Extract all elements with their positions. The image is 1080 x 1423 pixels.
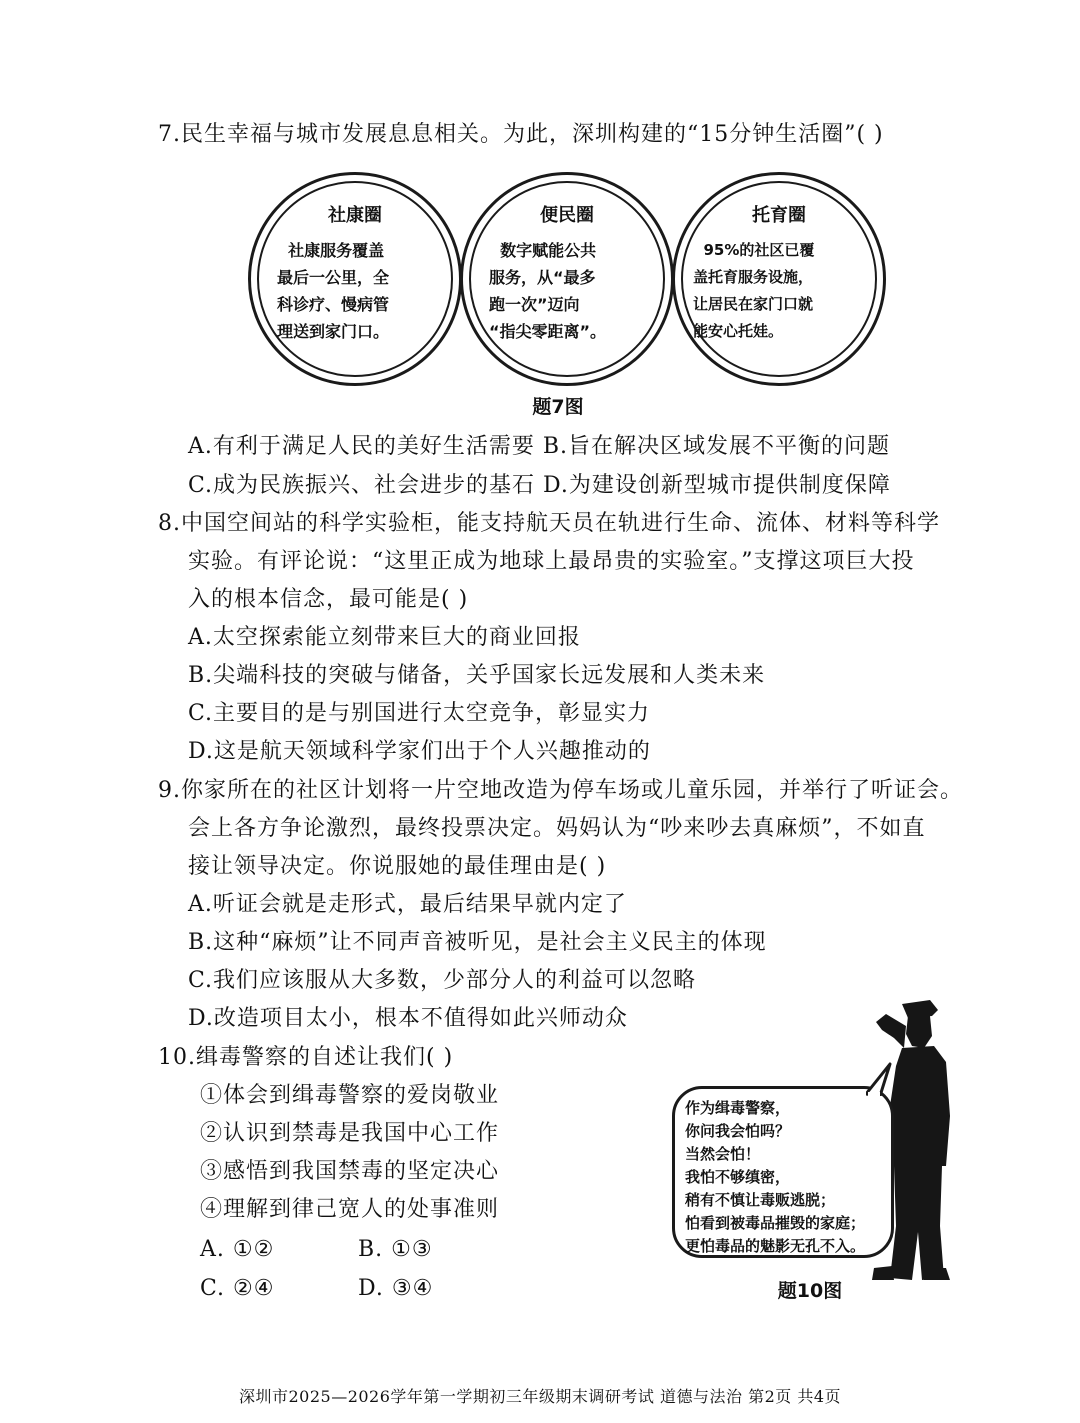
q8-option-c: C.主要目的是与别国进行太空竞争，彰显实力 bbox=[188, 701, 651, 726]
circle-title: 便民圈 bbox=[540, 205, 594, 226]
q10-stem: 10.缉毒警察的自述让我们( ) bbox=[158, 1045, 454, 1070]
q10-option-d: D. ③④ bbox=[358, 1276, 434, 1301]
q7-circle-tuoyu bbox=[672, 172, 886, 386]
circle-text: 数字赋能公共 服务，从“最多 跑一次”迈向 “指尖零距离”。 bbox=[489, 241, 607, 341]
q10-option-a: A. ①② bbox=[200, 1237, 275, 1262]
q7-options-cd: C.成为民族振兴、社会进步的基石 D.为建设创新型城市提供制度保障 bbox=[188, 473, 891, 498]
q10-item-4: ④理解到律己宽人的处事准则 bbox=[200, 1197, 500, 1222]
q10-figure-caption: 题10图 bbox=[777, 1280, 843, 1302]
q9-stem-line2: 会上各方争论激烈，最终投票决定。妈妈认为“吵来吵去真麻烦”，不如直 bbox=[188, 816, 926, 841]
q7-figure-caption: 题7图 bbox=[532, 396, 584, 418]
page-footer: 深圳市2025—2026学年第一学期初三年级期末调研考试 道德与法治 第2页 共4页 bbox=[238, 1387, 842, 1406]
q9-stem-line3: 接让领导决定。你说服她的最佳理由是( ) bbox=[188, 854, 607, 879]
q10-item-3: ③感悟到我国禁毒的坚定决心 bbox=[200, 1159, 500, 1184]
q10-speech-bubble bbox=[672, 1086, 894, 1258]
q9-option-c: C.我们应该服从大多数，少部分人的利益可以忽略 bbox=[188, 968, 697, 993]
q7-circle-bianmin bbox=[460, 172, 674, 386]
bubble-line: 更怕毒品的魅影无孔不入。 bbox=[685, 1237, 866, 1255]
q8-option-b: B.尖端科技的突破与储备，关乎国家长远发展和人类未来 bbox=[188, 663, 766, 688]
q9-option-b: B.这种“麻烦”让不同声音被听见，是社会主义民主的体现 bbox=[188, 930, 767, 955]
q8-option-d: D.这是航天领域科学家们出于个人兴趣推动的 bbox=[188, 739, 651, 764]
q7-stem: 7.民生幸福与城市发展息息相关。为此，深圳构建的“15分钟生活圈”( ) bbox=[158, 122, 884, 147]
bubble-line: 稍有不慎让毒贩逃脱； bbox=[685, 1191, 836, 1209]
q8-stem-line3: 入的根本信念，最可能是( ) bbox=[188, 587, 469, 612]
q8-stem-line1: 8.中国空间站的科学实验柜，能支持航天员在轨进行生命、流体、材料等科学 bbox=[158, 511, 940, 536]
q10-item-1: ①体会到缉毒警察的爱岗敬业 bbox=[200, 1083, 500, 1108]
speech-bubble-tail-icon bbox=[866, 1062, 892, 1096]
q9-option-d: D.改造项目太小，根本不值得如此兴师动众 bbox=[188, 1006, 628, 1031]
q9-option-a: A.听证会就是走形式，最后结果早就内定了 bbox=[188, 892, 627, 917]
circle-text: 95%的社区已覆 盖托育服务设施， 让居民在家门口就 能安心托娃。 bbox=[693, 241, 815, 340]
bubble-text bbox=[685, 1097, 865, 1258]
circle-title: 社康圈 bbox=[328, 205, 382, 226]
circle-title: 托育圈 bbox=[752, 205, 806, 226]
bubble-line: 我怕不够缜密， bbox=[685, 1168, 791, 1186]
q10-option-c: C. ②④ bbox=[200, 1276, 275, 1301]
q10-option-b: B. ①③ bbox=[358, 1237, 433, 1262]
q7-options-ab: A.有利于满足人民的美好生活需要 B.旨在解决区域发展不平衡的问题 bbox=[188, 434, 891, 459]
q7-circle-shekang bbox=[248, 172, 462, 386]
q9-stem-line1: 9.你家所在的社区计划将一片空地改造为停车场或儿童乐园，并举行了听证会。 bbox=[158, 778, 963, 803]
q10-item-2: ②认识到禁毒是我国中心工作 bbox=[200, 1121, 500, 1146]
circle-text: 社康服务覆盖 最后一公里，全 科诊疗、慢病管 理送到家门口。 bbox=[277, 241, 390, 341]
bubble-line: 当然会怕！ bbox=[685, 1145, 761, 1163]
q8-stem-line2: 实验。有评论说：“这里正成为地球上最昂贵的实验室。”支撑这项巨大投 bbox=[188, 549, 915, 574]
bubble-line: 你问我会怕吗？ bbox=[685, 1122, 791, 1140]
q8-option-a: A.太空探索能立刻带来巨大的商业回报 bbox=[188, 625, 581, 650]
bubble-line: 作为缉毒警察， bbox=[685, 1099, 791, 1117]
bubble-line: 怕看到被毒品摧毁的家庭； bbox=[685, 1214, 866, 1232]
